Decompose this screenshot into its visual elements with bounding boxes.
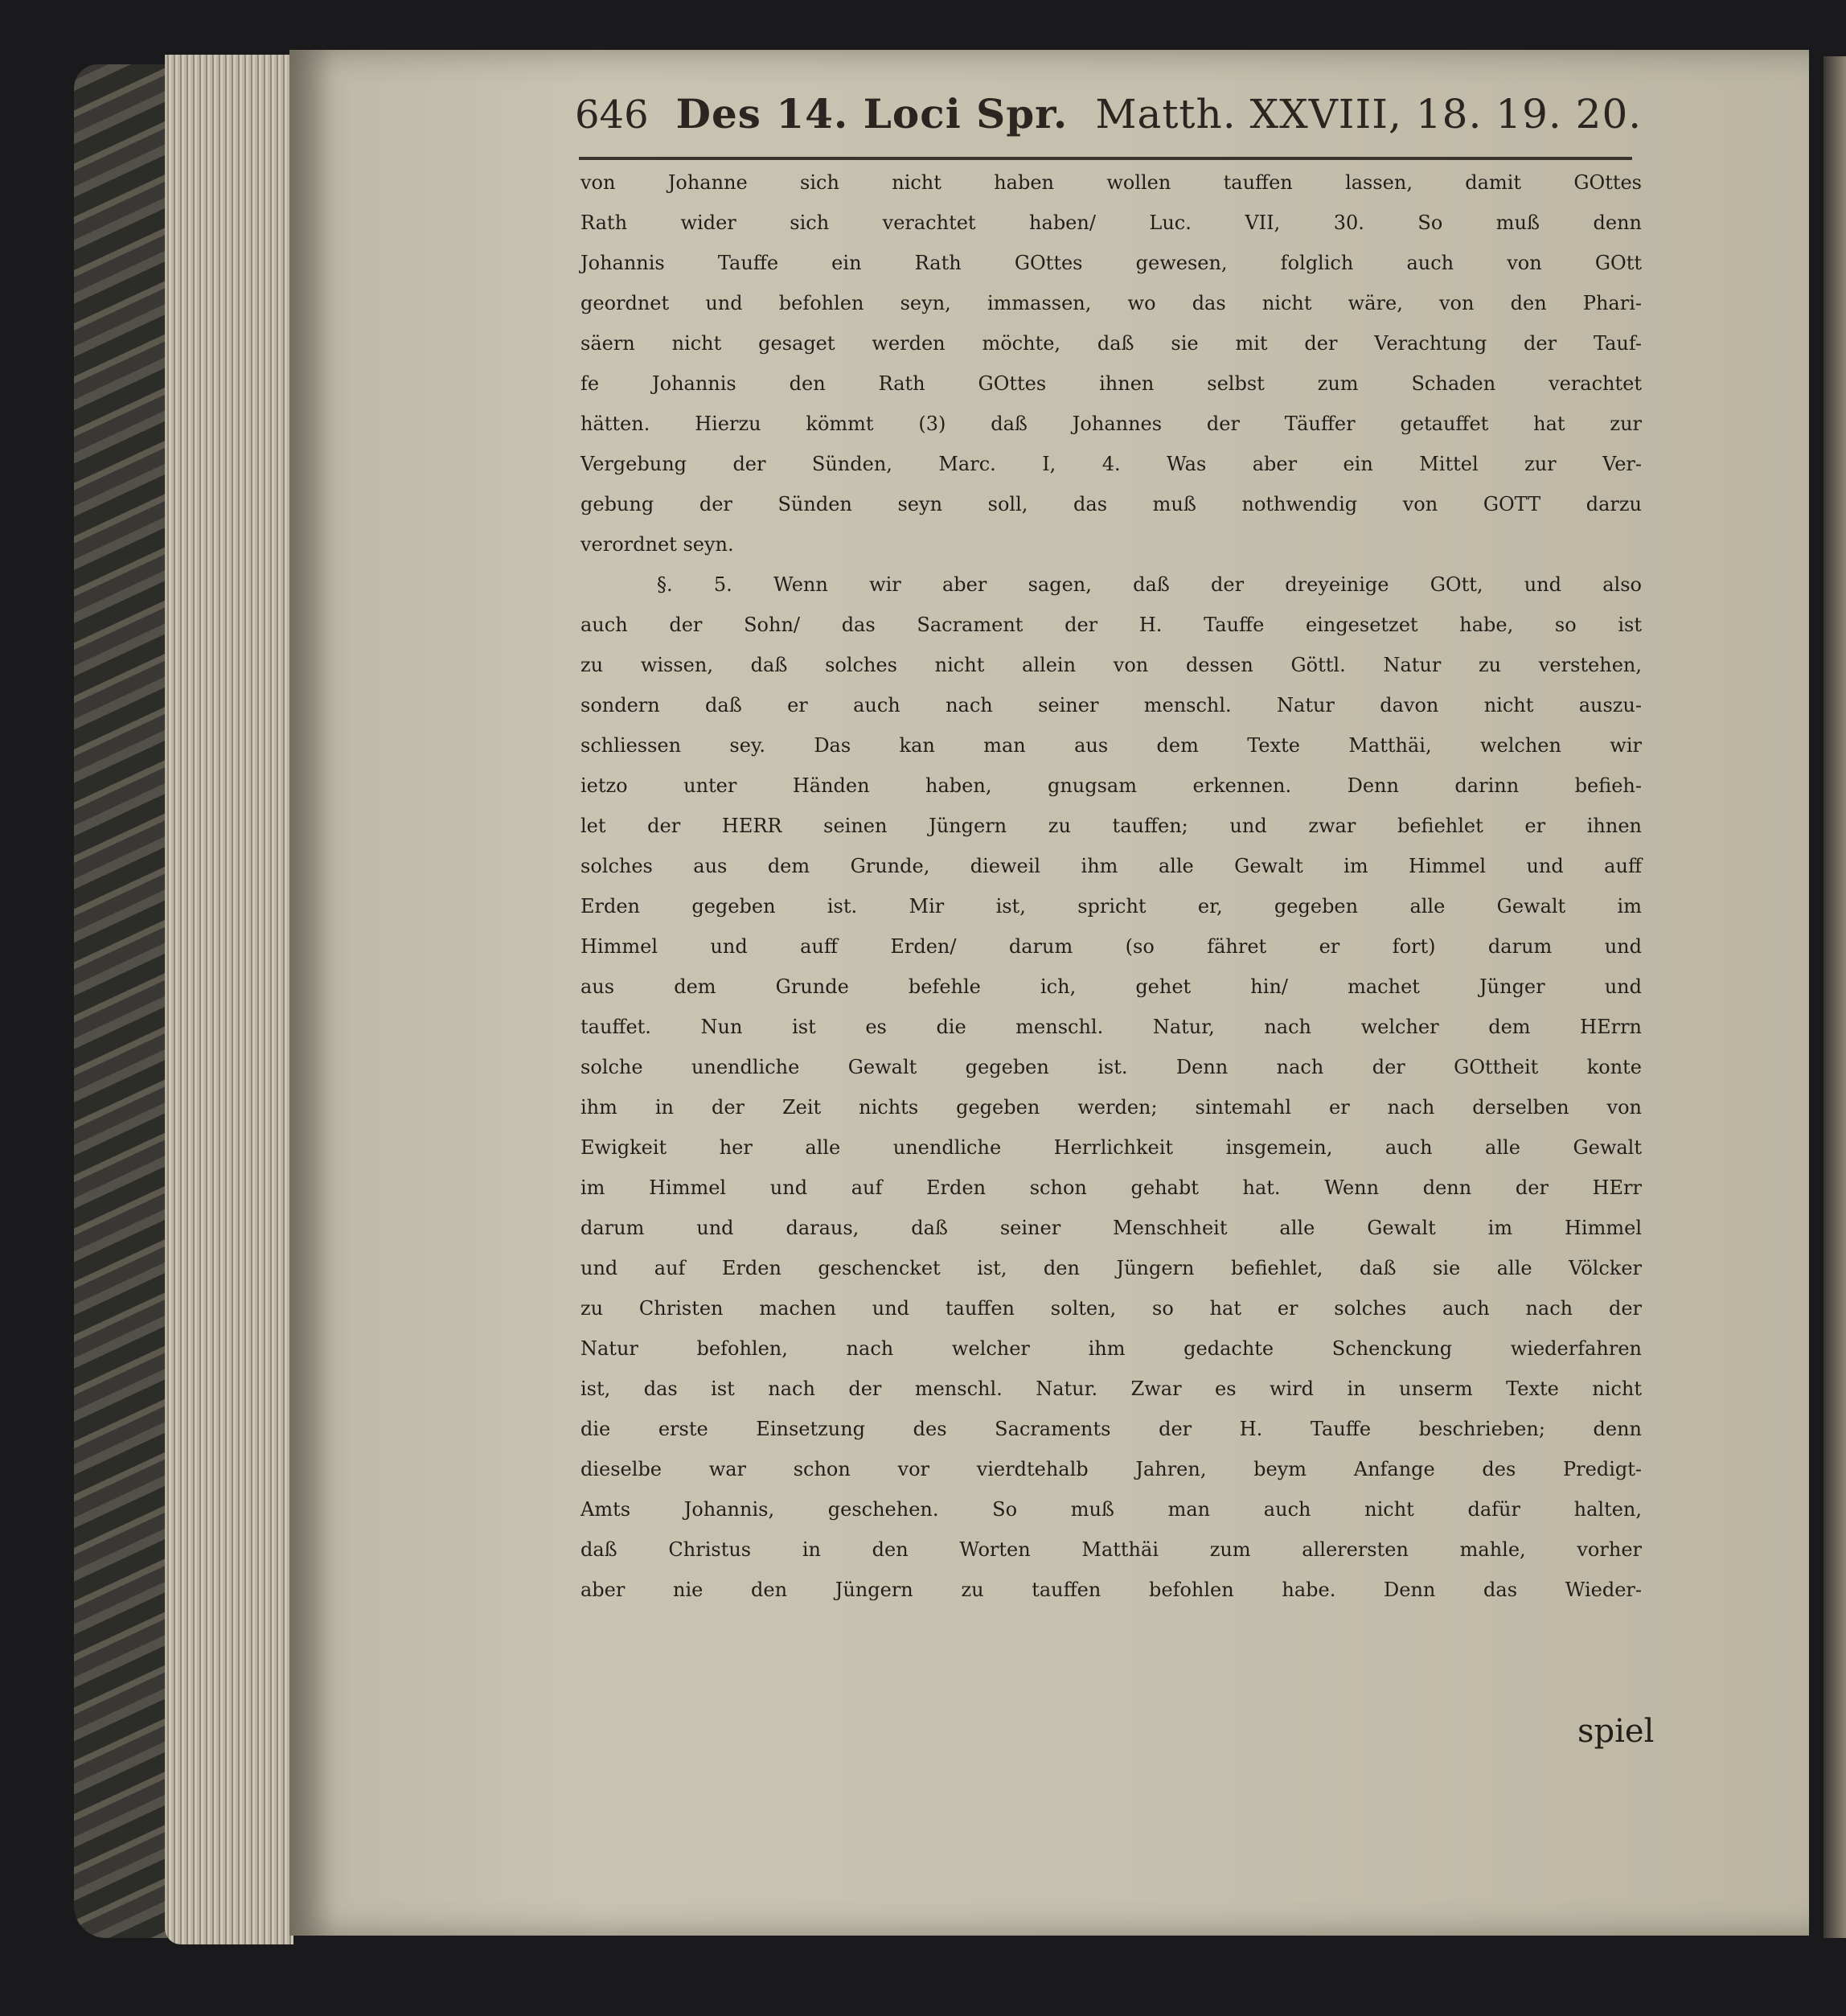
text-line: darum und daraus, daß seiner Menschheit alle Gewalt im Himmel bbox=[580, 1217, 1642, 1239]
text-line: zu Christen machen und tauffen solten, so hat er solches auch nach der bbox=[580, 1297, 1642, 1320]
text-line: Ewigkeit her alle unendliche Herrlichkeit insgemein, auch alle Gewalt bbox=[580, 1136, 1642, 1159]
scripture-reference: Matth. XXVIII, 18. 19. 20. bbox=[1095, 91, 1643, 138]
text-line: Natur befohlen, nach welcher ihm gedachte Schenckung wiederfahren bbox=[580, 1337, 1642, 1360]
facing-page-sliver bbox=[1823, 56, 1846, 1938]
text-line: ietzo unter Händen haben, gnugsam erkennen. Denn darinn befieh- bbox=[580, 774, 1642, 797]
running-header bbox=[575, 90, 1643, 146]
text-line: ist, das ist nach der menschl. Natur. Zwar es wird in unserm Texte nicht bbox=[580, 1378, 1642, 1400]
text-line: schliessen sey. Das kan man aus dem Texte Matthäi, welchen wir bbox=[580, 734, 1642, 757]
text-line: Vergebung der Sünden, Marc. I, 4. Was aber ein Mittel zur Ver- bbox=[580, 453, 1642, 475]
text-line: aber nie den Jüngern zu tauffen befohlen habe. Denn das Wieder- bbox=[580, 1579, 1642, 1601]
text-line: solches aus dem Grunde, dieweil ihm alle Gewalt im Himmel und auff bbox=[580, 855, 1642, 877]
text-line: Rath wider sich verachtet haben/ Luc. VII, 30. So muß denn bbox=[580, 211, 1642, 234]
text-line: §. 5. Wenn wir aber sagen, daß der dreyeinige GOtt, und also bbox=[657, 573, 1642, 596]
body-text bbox=[580, 162, 1642, 1610]
catchword: spiel bbox=[1577, 1713, 1655, 1750]
text-line: tauffet. Nun ist es die menschl. Natur, nach welcher dem HErrn bbox=[580, 1016, 1642, 1038]
text-line: Amts Johannis, geschehen. So muß man auch nicht dafür halten, bbox=[580, 1498, 1642, 1521]
text-line: säern nicht gesaget werden möchte, daß sie mit der Verachtung der Tauf- bbox=[580, 332, 1642, 355]
text-line: hätten. Hierzu kömmt (3) daß Johannes der Täuffer getauffet hat zur bbox=[580, 413, 1642, 435]
text-line: von Johanne sich nicht haben wollen tauffen lassen, damit GOttes bbox=[580, 171, 1642, 194]
page-block-edges bbox=[165, 55, 293, 1944]
text-line: fe Johannis den Rath GOttes ihnen selbst zum Schaden verachtet bbox=[580, 372, 1642, 395]
text-line: let der HERR seinen Jüngern zu tauffen; und zwar befiehlet er ihnen bbox=[580, 815, 1642, 837]
text-line: verordnet seyn. bbox=[580, 533, 734, 556]
book-cover-edge bbox=[74, 64, 170, 1938]
text-line: gebung der Sünden seyn soll, das muß nothwendig von GOTT darzu bbox=[580, 493, 1642, 515]
text-line: daß Christus in den Worten Matthäi zum allerersten mahle, vorher bbox=[580, 1538, 1642, 1561]
text-line: ihm in der Zeit nichts gegeben werden; sintemahl er nach derselben von bbox=[580, 1096, 1642, 1119]
chapter-title: Des 14. Loci Spr. bbox=[675, 90, 1069, 138]
text-line: sondern daß er auch nach seiner menschl. Natur davon nicht auszu- bbox=[580, 694, 1642, 716]
header-rule bbox=[579, 157, 1632, 160]
page-number: 646 bbox=[575, 92, 649, 138]
text-line: geordnet und befohlen seyn, immassen, wo das nicht wäre, von den Phari- bbox=[580, 292, 1642, 314]
text-line: im Himmel und auf Erden schon gehabt hat. Wenn denn der HErr bbox=[580, 1176, 1642, 1199]
text-line: dieselbe war schon vor vierdtehalb Jahren, beym Anfange des Predigt- bbox=[580, 1458, 1642, 1480]
text-line: Erden gegeben ist. Mir ist, spricht er, gegeben alle Gewalt im bbox=[580, 895, 1642, 918]
text-line: solche unendliche Gewalt gegeben ist. Denn nach der GOttheit konte bbox=[580, 1056, 1642, 1078]
text-line: auch der Sohn/ das Sacrament der H. Tauffe eingesetzet habe, so ist bbox=[580, 614, 1642, 636]
text-line: Johannis Tauffe ein Rath GOttes gewesen, folglich auch von GOtt bbox=[580, 252, 1642, 274]
text-line: Himmel und auff Erden/ darum (so fähret er fort) darum und bbox=[580, 935, 1642, 958]
text-line: und auf Erden geschencket ist, den Jüngern befiehlet, daß sie alle Völcker bbox=[580, 1257, 1642, 1279]
text-line: aus dem Grunde befehle ich, gehet hin/ machet Jünger und bbox=[580, 975, 1642, 998]
text-line: zu wissen, daß solches nicht allein von dessen Göttl. Natur zu verstehen, bbox=[580, 654, 1642, 676]
text-line: die erste Einsetzung des Sacraments der H. Tauffe beschrieben; denn bbox=[580, 1418, 1642, 1440]
